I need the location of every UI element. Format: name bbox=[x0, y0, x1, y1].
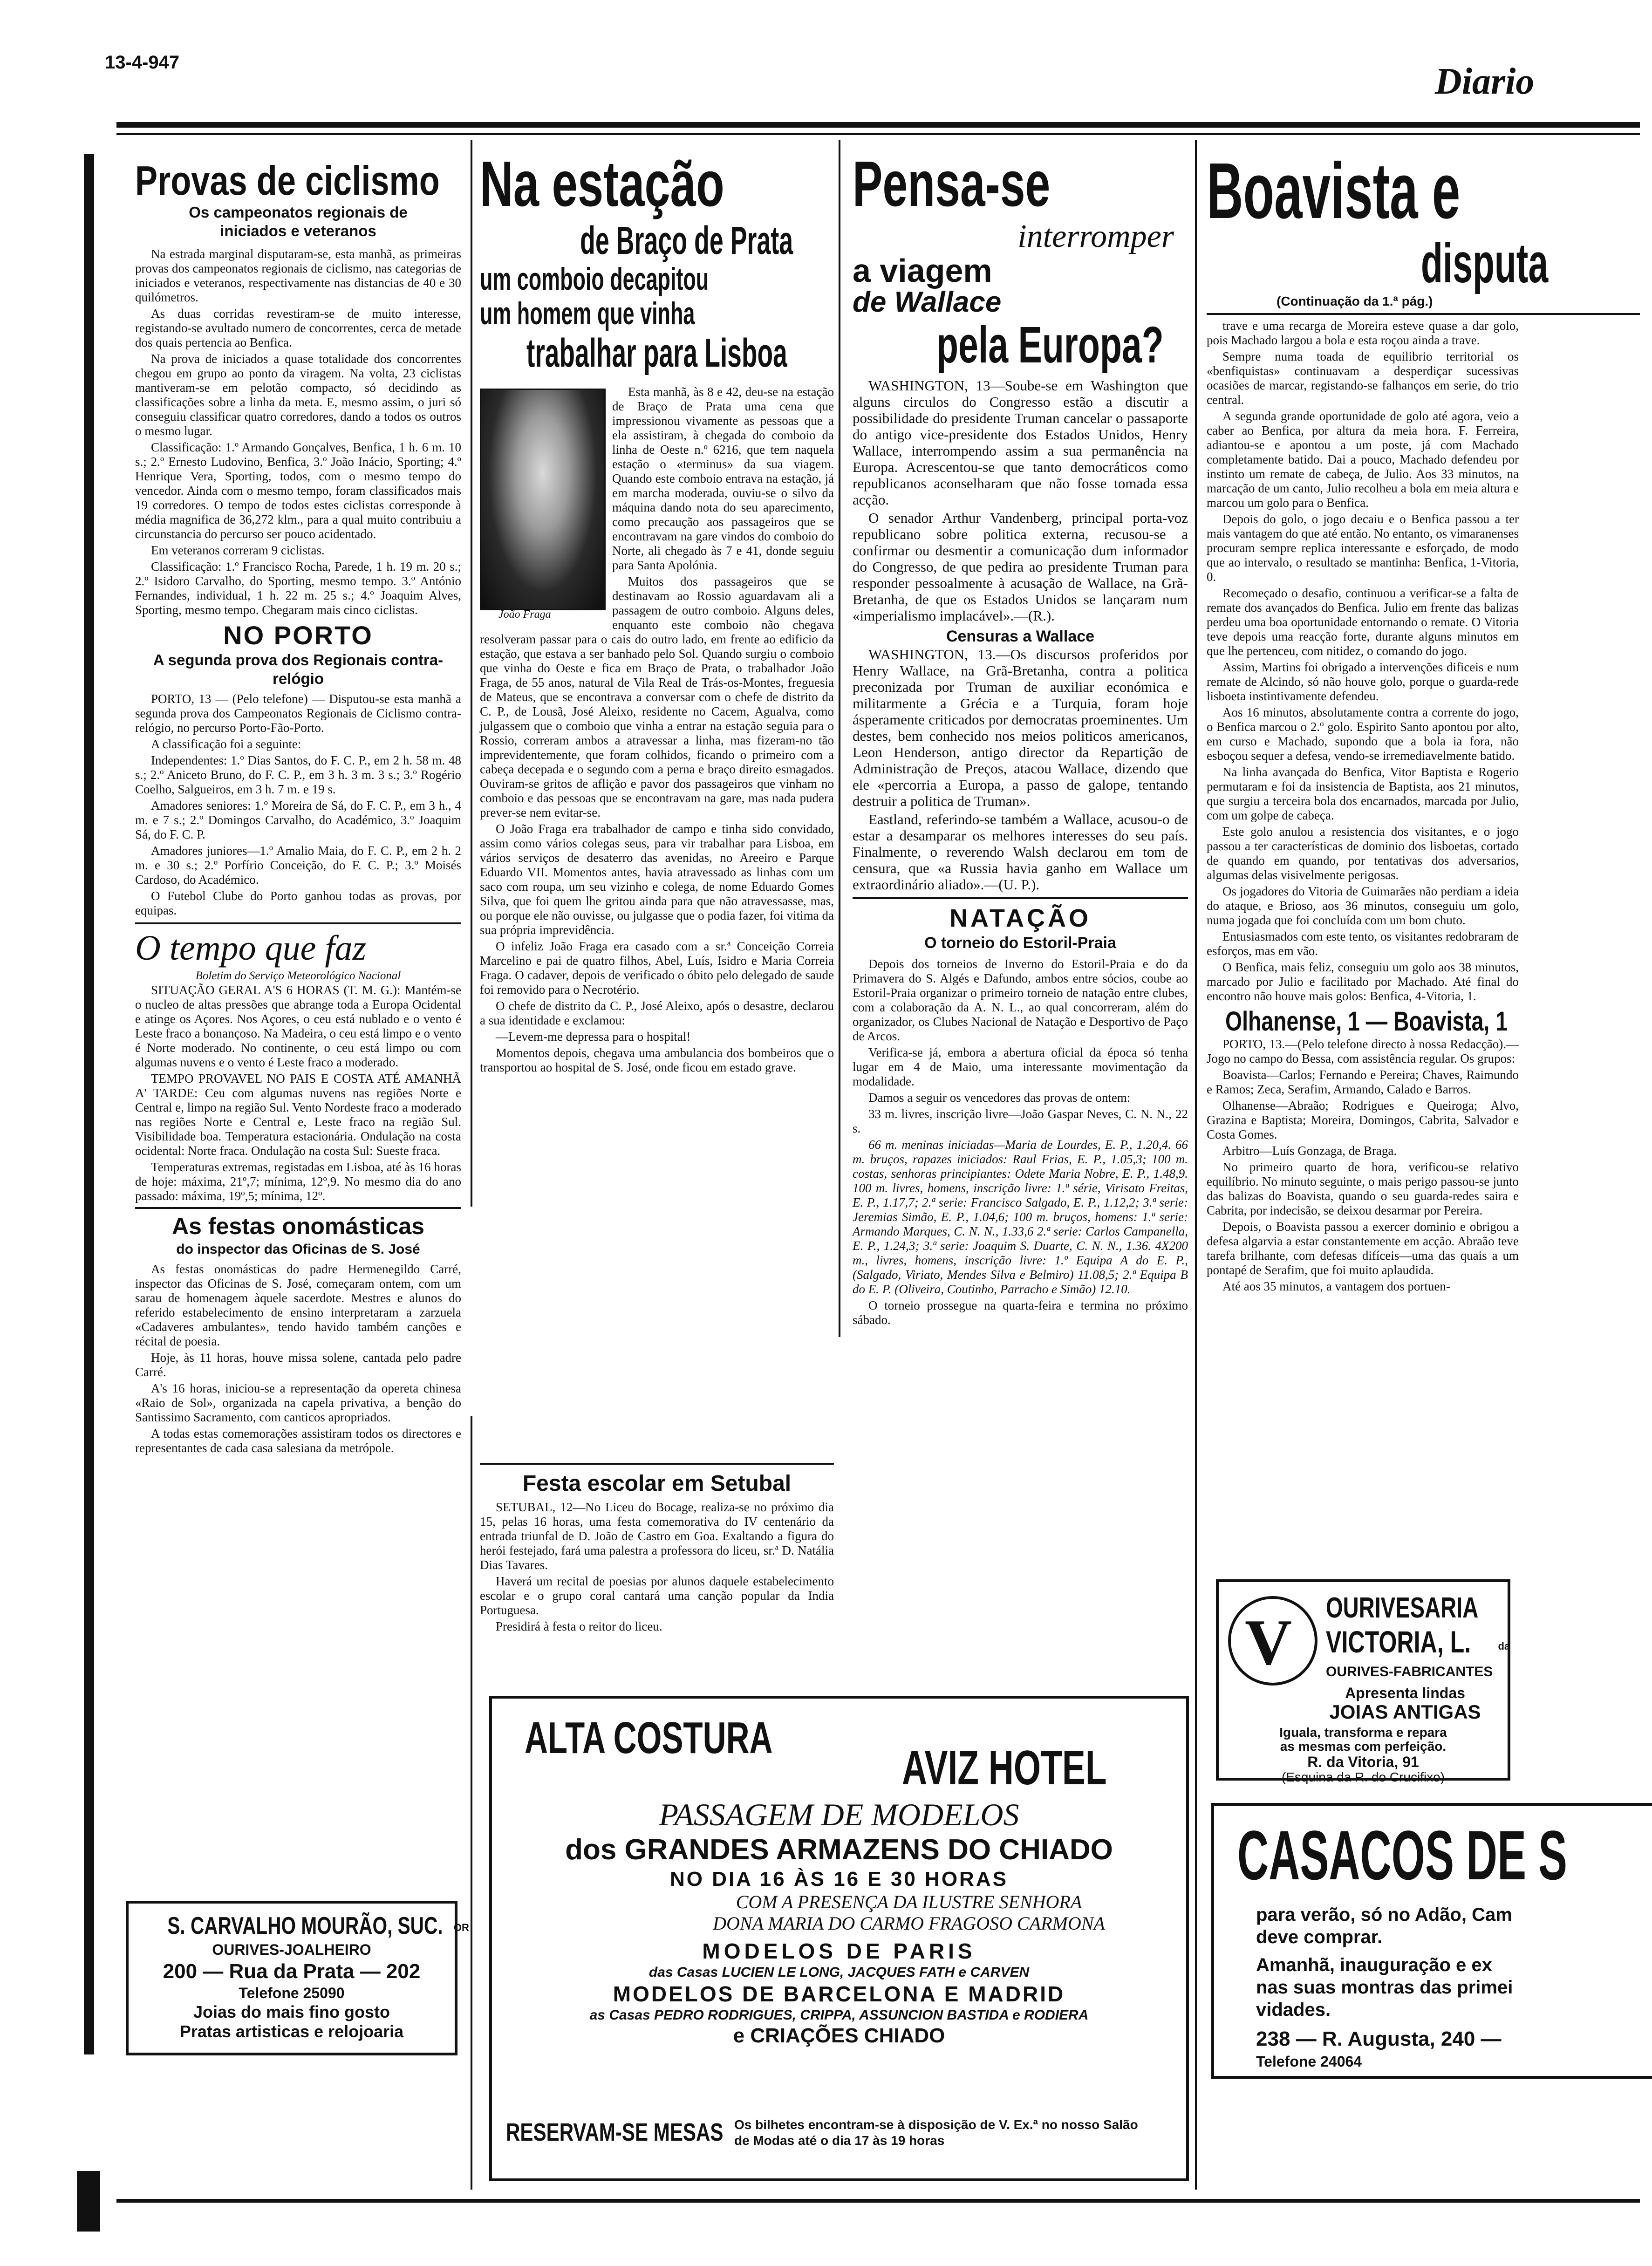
boavista-headline-2: disputa bbox=[1421, 232, 1549, 294]
boavista-headline-1: Boavista e bbox=[1207, 147, 1461, 235]
paragraph: Boavista—Carlos; Fernando e Pereira; Chaves, Raimundo e Ramos; Zeca, Serafim, Armando, Calado e Barros. bbox=[1207, 1068, 1519, 1096]
col3 bbox=[853, 149, 1188, 1454]
continuation-note: (Continuação da 1.ª pág.) bbox=[1277, 294, 1433, 308]
ad-victoria-name: OURIVESARIA bbox=[1326, 1592, 1479, 1624]
cycling-article bbox=[135, 247, 461, 617]
setubal-article bbox=[480, 1500, 834, 1634]
paragraph: PORTO, 13 — (Pelo telefone) — Disputou-se esta manhã a segunda prova dos Campeonatos Regionais de Ciclismo contra-relógio, no percurso Porto-Fão-Porto. bbox=[135, 692, 461, 735]
paragraph: 33 m. livres, inscrição livre—João Gaspar Neves, C. N. N., 22 s. bbox=[853, 1107, 1188, 1135]
ad-victoria-l2: JOIAS ANTIGAS bbox=[1329, 1701, 1481, 1723]
paragraph: Eastland, referindo-se também a Wallace, acusou-o de estar a desamparar os melhores interesses do seu país. Finalmente, o reverendo Walsh declarou em tom de censura, que «a Russia havia ganho em Wallace um extraordinário aliado».—(U. P.). bbox=[853, 811, 1188, 893]
paragraph: Amadores juniores—1.º Amalio Maia, do F. C. P., em 2 h. 2 m. e 30 s.; 2.º Porfírio Conceição, do F. C. P.; 3.º Moisés Cardoso, do Académico. bbox=[135, 844, 461, 887]
wallace-headline-2: interromper bbox=[1017, 218, 1174, 254]
ad-casacos-l2: deve comprar. bbox=[1256, 1927, 1383, 1947]
ad-casacos-l4: nas suas montras das primei bbox=[1256, 1977, 1513, 1998]
paragraph: Depois dos torneios de Inverno do Estoril-Praia e do da Primavera do S. Algés e Dafundo, ambos entre sócios, coube ao Estoril-Praia organizar o primeiro torneio de natação entre clubes, com a colaboração da A. N. L., ao qual concorreram, além do organizador, os Clubes Nacional de Natação e Desportivo de Paço de Arcos. bbox=[853, 957, 1188, 1043]
train-headline-2: de Braço de Prata bbox=[580, 218, 793, 262]
paragraph: Este golo anulou a resistencia dos visitantes, e o jogo passou a ter características de dominio dos lisboetas, cortado de quando em quando, por tentativas dos adversarios, algumas delas visivelmente perigosas. bbox=[1207, 825, 1519, 882]
col-separator bbox=[471, 140, 472, 1207]
natacao-article bbox=[853, 957, 1188, 1327]
paragraph: SITUAÇÃO GERAL A'S 6 HORAS (T. M. G.): Mantém-se o nucleo de altas pressões que abrange toda a Europa Ocidental e atinge os Açores. Nos Açores, o ceu está nublado e o vento é Leste fraco a bonançoso. Na Madeira, o ceu está limpo e o vento é Norte moderado. No continente, o ceu está limpo ou com algumas nuvens e o vento é Leste fraco a moderado. bbox=[135, 983, 461, 1069]
paragraph: Entusiasmados com este tento, os visitantes redobraram de esforços, mas em vão. bbox=[1207, 929, 1519, 958]
ad-sup: OR bbox=[453, 1921, 469, 1933]
paragraph: Independentes: 1.º Dias Santos, do F. C. P., em 2 h. 58 m. 48 s.; 2.º Aniceto Bruno, do F. C. P., em 3 h. 3 m. 3 s.; 3.º Rogério Coelho, Salgueiros, em 3 h. 7 m. e 19 s. bbox=[135, 753, 461, 796]
ad-armazens: dos GRANDES ARMAZENS DO CHIADO bbox=[565, 1834, 1113, 1866]
ad-casacos-l5: vidades. bbox=[1256, 2000, 1331, 2020]
paragraph: O chefe de distrito da C. P., José Aleixo, após o desastre, declarou a sua identidade e exclamou: bbox=[480, 999, 834, 1027]
ad-presence: COM A PRESENÇA DA ILUSTRE SENHORA bbox=[736, 1891, 1082, 1912]
ad-victoria-l1: Apresenta lindas bbox=[1345, 1685, 1465, 1701]
paragraph: Até aos 35 minutos, a vantagem dos portuen- bbox=[1222, 1279, 1450, 1293]
wallace-article bbox=[853, 377, 1188, 624]
col4 bbox=[1207, 149, 1640, 1780]
paragraph: O infeliz João Fraga era casado com a sr.ª Conceição Correia Marcelino e pai de quatro filhos, Abel, Luís, Isidro e Maria Correia Fraga. O cadaver, depois de verificado o óbito pelo delegado de saude foi removido para o Necrotério. bbox=[480, 939, 834, 996]
ad-barcelona-houses: as Casas PEDRO RODRIGUES, CRIPPA, ASSUNCION BASTIDA e RODIERA bbox=[589, 2007, 1089, 2023]
paragraph: Depois, o Boavista passou a exercer dominio e obrigou a defesa algarvia a estar constantemente em acção. Abraão teve tarefa brilhante, com defesas difíceis—uma das quais a um pontapé de Serafim, que foi muito aplaudida. bbox=[1207, 1220, 1519, 1277]
paragraph: O João Fraga era trabalhador de campo e tinha sido convidado, assim como vários colegas seus, para vir trabalhar para Lisboa, em vários serviços de desaterro das avenidas, no Areeiro e Parque Eduardo VII. Momentos antes, havia atravessado as linhas com um saco com roupa, um seu vizinho e colega, de nome Eduardo Gomes Silva, que foi quem lhe gritou ainda para que não atravessasse, mas, ou porque ele não ouvisse, ou julgasse que o podia fazer, foi vitima da sua própria imprevidência. bbox=[480, 822, 834, 937]
paragraph: O Benfica, mais feliz, conseguiu um golo aos 38 minutos, marcado por Julio e facilitado por Machado. Até final do encontro não houve mais golos: Benfica, 4-Vitoria, 1. bbox=[1207, 960, 1519, 1003]
ad-victoria-l3: Iguala, transforma e repara bbox=[1279, 1725, 1447, 1740]
porto-headline: NO PORTO bbox=[223, 621, 373, 650]
paragraph: Amadores seniores: 1.º Moreira de Sá, do F. C. P., em 3 h., 4 m. e 7 s.; 2.º Domingos Carvalho, do Académico, 3.º Joaquim Sá, do F. C. P. bbox=[135, 799, 461, 841]
cycling-headline: Provas de ciclismo bbox=[135, 157, 440, 204]
weather-headline: O tempo que faz bbox=[135, 928, 367, 968]
ad-casacos-l3: Amanhã, inauguração e ex bbox=[1256, 1955, 1492, 1975]
ad-casacos-phone: Telefone 24064 bbox=[1256, 2053, 1362, 2070]
paragraph: Esta manhã, às 8 e 42, deu-se na estação de Braço de Prata uma cena que impressionou vivamente as pessoas que a ela assistiram, à chegada do comboio da linha de Oeste n.º 6216, que tem naquela estação o «terminus» da sua viagem. Quando este comboio entrava na estação, já em marcha moderada, ouviu-se o silvo da máquina dando nota do seu aparecimento, como precaução aos passageiros que se encontravam na gare vindos do comboio do Norte, ali chegado às 7 e 41, donde seguiu para Santa Apolónia. bbox=[612, 385, 834, 572]
paragraph: Sempre numa toada de equilibrio territorial os «benfiquistas» continuavam a desperdiçar sucessivas ocasiões de marcar, registando-se falhanços em serie, do trio central. bbox=[1207, 349, 1519, 407]
masthead-title: Diario bbox=[1435, 61, 1535, 102]
paragraph: A classificação foi a seguinte: bbox=[151, 737, 301, 751]
ad-ourivesaria-victoria bbox=[1216, 1579, 1510, 1784]
censuras-article bbox=[853, 646, 1188, 893]
ad-aviz-hotel-title: AVIZ HOTEL bbox=[902, 1741, 1107, 1795]
paragraph: O senador Arthur Vandenberg, principal porta-voz republicano sobre politica externa, recusou-se a confirmar ou desmentir a comunicação dum informador do Congresso, de que pedira ao presidente Truman para responder pessoalmente à acusação de Wallace, na Grã-Bretanha, de que os Estados Unidos se lançaram num «imperialismo implacável».—(R.). bbox=[853, 510, 1188, 624]
portrait-photo bbox=[480, 389, 606, 610]
paragraph: Recomeçado o desafio, continuou a verificar-se a falta de remate dos avançados do Benfica. Julio em frente das balizas perdeu uma boa oportunidade entornando o remate. O Vitoria teve depois uma reacção forte, durante alguns minutos em que lhe pertenceu, com nitidez, o comando do jogo. bbox=[1207, 586, 1519, 658]
paragraph: Na prova de iniciados a quase totalidade dos concorrentes chegou em grupo ao ponto da viragem. Na volta, 23 ciclistas mantiveram-se em pelotão compacto, só decidindo as classificações sobre a linha da meta. E, mesmo assim, o juri só conseguiu classificar quatro corredores, dando a todos os outros o mesmo lugar. bbox=[135, 352, 461, 438]
wallace-headline-4: de Wallace bbox=[853, 286, 1002, 318]
train-headline-1: Na estação bbox=[480, 148, 724, 220]
olhanense-headline: Olhanense, 1 — Boavista, 1 bbox=[1225, 1006, 1508, 1037]
ad-chiado: e CRIAÇÕES CHIADO bbox=[733, 2024, 945, 2047]
ad-casacos-l1: para verão, só no Adão, Cam bbox=[1256, 1904, 1512, 1925]
paragraph: No primeiro quarto de hora, verificou-se relativo equilíbrio. No minuto seguinte, o mais perigo passou-se junto das balizas do Boavista, quando o seu guarda-redes saira e Cabrita, por indecisão, se deixou desarmar por Pereira. bbox=[1207, 1160, 1519, 1217]
ad-victoria-addr: R. da Vitoria, 91 bbox=[1307, 1754, 1419, 1770]
v-logo bbox=[1228, 1596, 1318, 1686]
paragraph: As festas onomásticas do padre Hermenegildo Carré, inspector das Oficinas de S. José, começaram ontem, com um sarau de homenagem àquele sacerdote. Mestres e alunos do referido estabelecimento de ensino interpretaram a zarzuela «Cadaveres ambulantes», tendo havido também canções e récital de poesia. bbox=[135, 1262, 461, 1348]
paragraph: Arbitro—Luís Gonzaga, de Braga. bbox=[1222, 1144, 1397, 1158]
ad-date: NO DIA 16 ÀS 16 E 30 HORAS bbox=[670, 1868, 1008, 1891]
ad-aviz-hotel bbox=[489, 1696, 1189, 2181]
festas-headline: As festas onomásticas bbox=[172, 1213, 424, 1239]
paragraph: Na linha avançada do Benfica, Vitor Baptista e Rogerio permutaram e foi da insistencia de Baptista, aos 21 minutos, que surgiu a terceira bola dos encarnados, marcada por Julio, com um golpe de cabeça. bbox=[1207, 765, 1519, 822]
paragraph: O torneio prossegue na quarta-feira e termina no próximo sábado. bbox=[853, 1298, 1188, 1327]
festas-subtitle: do inspector das Oficinas de S. José bbox=[176, 1242, 420, 1257]
censuras-headline: Censuras a Wallace bbox=[946, 628, 1095, 645]
ad-victoria-name2: VICTORIA, L. bbox=[1326, 1624, 1471, 1659]
paragraph: Classificação: 1.º Francisco Rocha, Parede, 1 h. 19 m. 20 s.; 2.º Isidoro Carvalho, do Sporting, mesmo tempo. 3.º António Fernandes, individual, 1 h. 22 m. 25 s.; 4.º Joaquim Alves, Sporting, mesmo tempo. Chegaram mais cinco ciclistas. bbox=[135, 560, 461, 617]
train-headline-3: um comboio decapitou bbox=[480, 261, 709, 297]
boavista-article bbox=[1207, 319, 1519, 1003]
weather-report bbox=[135, 983, 461, 1203]
ad-alta-costura: ALTA COSTURA bbox=[525, 1713, 773, 1763]
paragraph: Assim, Martins foi obrigado a intervenções dificeis e num remate de Alcindo, só não houve golo, porque o guarda-rede lisboeta instintivamente defendeu. bbox=[1207, 660, 1519, 703]
v-logo-letter-icon: V bbox=[1245, 1606, 1292, 1679]
porto-article bbox=[135, 692, 461, 918]
left-margin-block bbox=[77, 2171, 100, 2232]
setubal-article-box bbox=[480, 1463, 834, 1677]
paragraph: WASHINGTON, 13.—Os discursos proferidos por Henry Wallace, na Grã-Bretanha, contra a politica preconizada por Truman de auxiliar económica e militarmente a Grécia e a Turquia, foram hoje ásperamente criticados por democratas proeminentes. Um destes, bem conhecido nos meios politicos americanos, Leon Henderson, antigo director da Repartição de Administração de Preços, atacou Wallace, dizendo que ele «percorria a Europa, a passo de galope, tentando destruir a politica de Truman». bbox=[853, 646, 1188, 809]
paragraph: Temperaturas extremas, registadas em Lisboa, até às 16 horas de hoje: máxima, 21º,7; mínima, 12º,9. No mesmo dia do ano passado: máxima, 19º,5; mínima, 12º. bbox=[135, 1160, 461, 1203]
top-rule bbox=[116, 122, 1640, 128]
ad-reservations: RESERVAM-SE MESAS bbox=[506, 2118, 724, 2146]
paragraph: A's 16 horas, iniciou-se a representação da opereta chinesa «Raio de Sol», organizada na capela privativa, a benção do Santissimo Sacramento, com canticos apropriados. bbox=[135, 1381, 461, 1424]
bottom-rule bbox=[116, 2199, 1640, 2203]
ad-phone: Telefone 25090 bbox=[239, 1985, 345, 2001]
paragraph: WASHINGTON, 13—Soube-se em Washington que alguns circulos do Congresso estão a discutir a possibilidade do presidente Truman cancelar o passaporte do antigo vice-presidente dos Estados Unidos, Henry Wallace, interrompendo assim a sua permanência na Europa. Acrescentou-se que tanto democráticos como republicanos aconselharam que não fosse tomada essa acção. bbox=[853, 377, 1188, 508]
festas-article bbox=[135, 1262, 461, 1455]
paragraph: Na estrada marginal disputaram-se, esta manhã, as primeiras provas dos campeonatos regionais de ciclismo, nas categorias de iniciados e veteranos, respectivamente nas distancias de 40 e 30 quilómetros. bbox=[135, 247, 461, 304]
ad-victoria-trade: OURIVES-FABRICANTES bbox=[1326, 1664, 1493, 1679]
paragraph: 66 m. meninas iniciadas—Maria de Lourdes, E. P., 1.20,4. 66 m. bruços, rapazes iniciados: Raul Frias, E. P., 1.05,3; 100 m. costas, senhoras principiantes: Odete Maria Nobre, E. P., 1.48,9. 100 m. livres, homens, inscrição livre: 1.ª série, Virisato Freitas, E. P., 1.17,7; 2.ª serie: Francisco Salgado, E. P., 1.12,2; 3.ª serie: Jeremias Simão, E. P., 1.04,6; 100 m. bruços, homens: 1.ª serie: Armando Marques, C. N. N., 1.33,6 2.ª serie: Carlos Campanella, E. P., 1.24,3; 3.ª serie: Joaquim S. Duarte, C. N. N., 1.36. 4X200 m., livres, homens, inscrição livre: 1.º Equipa A do E. P., (Salgado, Viriato, Mendes Silva e Belmiro) 11.08,5; 2.ª Equipa B do E. P. (Oliveira, Coutinho, Parracho e Simão) 12.10. bbox=[853, 1138, 1188, 1296]
ad-barcelona: MODELOS DE BARCELONA E MADRID bbox=[613, 1982, 1065, 2006]
left-margin-bar bbox=[84, 154, 94, 2054]
wallace-headline-3: a viagem bbox=[853, 253, 992, 289]
paragraph: Os jogadores do Vitoria de Guimarães não perdiam a ideia do ataque, e Brioso, aos 36 minutos, conseguiu um golo, numa jogada que foi concluída com um bom chuto. bbox=[1207, 884, 1519, 927]
paragraph: Damos a seguir os vencedores das provas de ontem: bbox=[868, 1091, 1131, 1105]
paragraph: Olhanense—Abraão; Rodrigues e Queiroga; Alvo, Grazina e Baptista; Moreira, Domingos, Cabrita, Salvador e Costa Gomes. bbox=[1207, 1099, 1519, 1141]
photo-caption: João Fraga bbox=[498, 608, 551, 621]
ad-shop-name: S. CARVALHO MOURÃO, SUC. bbox=[167, 1912, 443, 1939]
ad-tickets: Os bilhetes encontram-se à disposição de V. Ex.ª no nosso Salão de Modas até o dia 17 às 19 horas bbox=[734, 2117, 1138, 2148]
ad-address: 200 — Rua da Prata — 202 bbox=[163, 1960, 421, 1983]
paragraph: Haverá um recital de poesias por alunos daquele estabelecimento escolar e o grupo coral cantará uma canção popular da India Portuguesa. bbox=[480, 1574, 834, 1617]
train-headline-5: trabalhar para Lisboa bbox=[526, 331, 787, 375]
ad-line2: Pratas artisticas e relojoaria bbox=[179, 2022, 404, 2041]
porto-subtitle: A segunda prova dos Regionais contra-relógio bbox=[153, 651, 444, 687]
col-separator bbox=[471, 1416, 472, 2190]
wallace-headline-5: pela Europa? bbox=[936, 316, 1164, 374]
ad-victoria-l4: as mesmas com perfeição. bbox=[1280, 1739, 1447, 1754]
paragraph: SETUBAL, 12—No Liceu do Bocage, realiza-se no próximo dia 15, pelas 16 horas, uma festa comemorativa do IV centenário da entrada triunfal de D. João de Castro em Goa. Exaltando a figura do herói festejado, fará uma palestra a professora do liceu, sr.ª D. Natália Dias Tavares. bbox=[480, 1500, 834, 1572]
ad-casacos bbox=[1211, 1803, 1652, 2079]
natacao-subtitle: O torneio do Estoril-Praia bbox=[924, 934, 1116, 952]
paragraph: O Futebol Clube do Porto ganhou todas as provas, por equipas. bbox=[135, 889, 461, 917]
ad-victoria-sup: da bbox=[1498, 1640, 1510, 1652]
paragraph: Presidirá à festa o reitor do liceu. bbox=[496, 1619, 662, 1633]
paragraph: —Levem-me depressa para o hospital! bbox=[496, 1030, 691, 1044]
paragraph: TEMPO PROVAVEL NO PAIS E COSTA ATÉ AMANHÃ A' TARDE: Ceu com algumas nuvens nas regiões Norte e Central e, limpo na região Sul. Vento Nordeste fraco a moderado nas regiões Norte e Central e, Leste fraco na região Sul. Visibilidade boa. Temperatura estacionária. Ondulação na costa ocidental: Norte fraca. Ondulação na costa Sul: Sueste fraca. bbox=[135, 1072, 461, 1158]
paragraph: Momentos depois, chegava uma ambulancia dos bombeiros que o transportou ao hospital de S. José, onde ficou em estado grave. bbox=[480, 1046, 834, 1074]
paragraph: Aos 16 minutos, absolutamente contra a corrente do jogo, o Benfica marcou o 2.º golo. Espirito Santo apontou por alto, em curso e Machado, supondo que a bola ia fora, não esboçou sequer a defesa, vendo-se irremediavelmente batido. bbox=[1207, 705, 1519, 763]
col-separator bbox=[1195, 140, 1197, 2190]
olhanense-article bbox=[1207, 1037, 1519, 1294]
ad-lady: DONA MARIA DO CARMO FRAGOSO CARMONA bbox=[713, 1913, 1105, 1934]
ad-paris-houses: das Casas LUCIEN LE LONG, JACQUES FATH e CARVEN bbox=[649, 1965, 1030, 1980]
train-headline-4: um homem que vinha bbox=[480, 296, 695, 331]
ad-paris: MODELOS DE PARIS bbox=[702, 1939, 976, 1963]
ad-passagem: PASSAGEM DE MODELOS bbox=[659, 1797, 1019, 1832]
weather-source: Boletim do Serviço Meteorológico Nacional bbox=[195, 969, 401, 982]
wallace-headline-1: Pensa-se bbox=[853, 148, 1051, 220]
ad-casacos-title: CASACOS DE S bbox=[1237, 1816, 1567, 1894]
paragraph: PORTO, 13.—(Pelo telefone directo à nossa Redacção).—Jogo no campo do Bessa, com assistência regular. Os grupos: bbox=[1207, 1037, 1519, 1065]
rule bbox=[1207, 313, 1640, 315]
top-rule-thin bbox=[116, 133, 1640, 135]
page-date: 13-4-947 bbox=[105, 52, 180, 73]
paragraph: As duas corridas revestiram-se de muito interesse, registando-se avultado numero de concorrentes, cerca de metade dos quais pertencia ao Benfica. bbox=[135, 307, 461, 349]
paragraph: Em veteranos correram 9 ciclistas. bbox=[151, 543, 325, 557]
paragraph: trave e uma recarga de Moreira esteve quase a dar golo, pois Machado largou a bola e esta roçou ainda a trave. bbox=[1207, 319, 1519, 347]
col1 bbox=[135, 158, 461, 1882]
paragraph: A todas estas comemorações assistiram todos os directores e representantes de cada casa salesiana da metrópole. bbox=[135, 1426, 461, 1455]
rule bbox=[480, 1463, 834, 1465]
ad-casacos-addr: 238 — R. Augusta, 240 — bbox=[1256, 2027, 1502, 2050]
setubal-headline: Festa escolar em Setubal bbox=[522, 1471, 792, 1496]
natacao-headline: NATAÇÃO bbox=[949, 904, 1091, 932]
ad-victoria-addr2: (Esquina da R. do Crucifixo) bbox=[1281, 1770, 1445, 1784]
ad-trade: OURIVES-JOALHEIRO bbox=[212, 1941, 371, 1958]
ad-carvalho-mourao bbox=[126, 1901, 469, 2055]
col2 bbox=[480, 149, 834, 1416]
col-separator bbox=[839, 140, 840, 1337]
ad-line1: Joias do mais fino gosto bbox=[193, 2002, 390, 2021]
paragraph: Depois do golo, o jogo decaiu e o Benfica passou a ter mais vantagem do que até então. No entanto, os vimaranenses procuram sempre replica interessante e esforçado, de modo que ao intervalo, o resultado se mantinha: Benfica, 1-Vitoria, 0. bbox=[1207, 512, 1519, 584]
paragraph: Hoje, às 11 horas, houve missa solene, cantada pelo padre Carré. bbox=[135, 1351, 461, 1379]
paragraph: A segunda grande oportunidade de golo até agora, veio a caber ao Benfica, por altura da meia hora. F. Ferreira, adiantou-se e apontou a um poste, já com Machado completamente batido. Dai a pouco, Machado defendeu por instinto um remate de cabeça, de Julio. Aos 33 minutos, na marcação de um canto, Julio recolheu a bola em meia altura e marcou um golo para o Benfica. bbox=[1207, 409, 1519, 510]
paragraph: Verifica-se já, embora a abertura oficial da época só tenha lugar em 4 de Maio, uma interessante movimentação da modalidade. bbox=[853, 1045, 1188, 1088]
paragraph: Classificação: 1.º Armando Gonçalves, Benfica, 1 h. 6 m. 10 s.; 2.º Ernesto Ludovino, Benfica, 3.º João Inácio, Sporting; 4.º Henrique Vera, Sporting, todos, com o mesmo tempo do vencedor. Ainda com o mesmo tempo, foram classificados mais 19 corredores. O tempo de todos estes ciclistas corresponde à média magnifica de 36,272 klm., para a qual muito contribuiu a circunstancia do percurso ser pouco acidentado. bbox=[135, 440, 461, 541]
paragraph: Muitos dos passageiros que se destinavam ao Rossio aguardavam ali a passagem de outro comboio. Alguns deles, enquanto este comboio não chegava resolveram passar para o cais do outro lado, em frente ao edificio da estação, que estava a ser banhado pelo Sol. Quando surgiu o comboio que vinha do Oeste e fica em Braço de Prata, o trabalhador João Fraga, de 55 anos, natural de Vila Real de Trás-os-Montes, freguesia de Mateus, que se encontrava a conversar com o chefe de distrito da C. P., de Lousã, José Aleixo, residente no Cacem, Agualva, como julgassem que o comboio que vinha a entrar na estação seguia para o Rossio, correram ambos a atravessar a linha, mas fizeram-no tão imprevidentemente, que foram colhidos, ficando o primeiro com a cabeça decepada e o segundo com a perna e braço direito esmagados. Ouviram-se gritos de aflição e pavor dos passageiros que vinham no comboio e das pessoas que se encontravam na gare, mas nada pudera prever-se nem evitar-se. bbox=[480, 574, 834, 819]
cycling-subtitle: Os campeonatos regionais de iniciados e veteranos bbox=[189, 204, 408, 239]
